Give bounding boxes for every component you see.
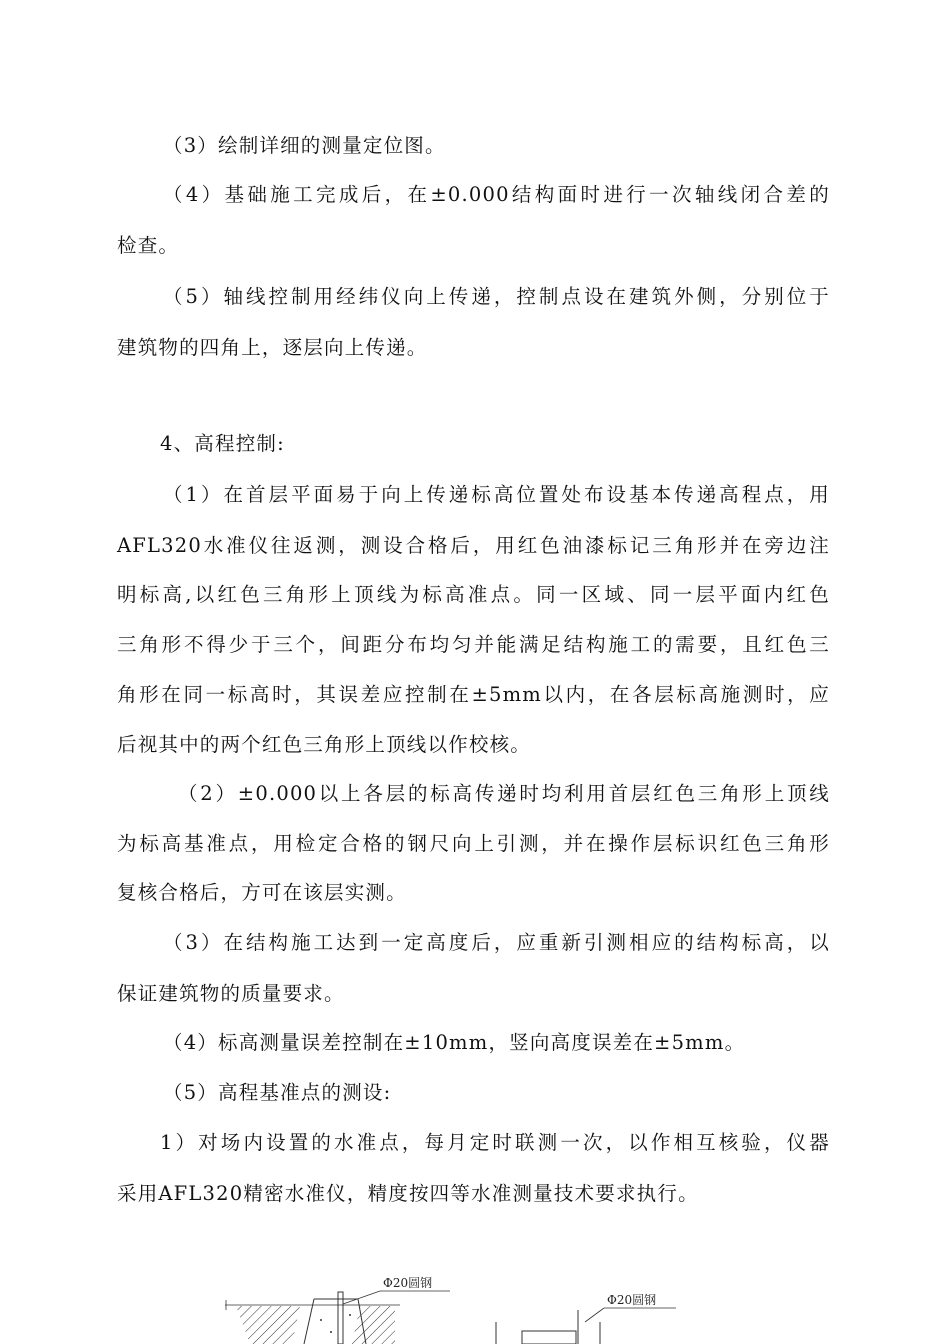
text-line: 明标高,以红色三角形上顶线为标高准点。同一区域、同一层平面内红色 <box>117 583 830 606</box>
aggregate-mark <box>330 1331 332 1333</box>
text-line: 三角形不得少于三个，间距分布均匀并能满足结构施工的需要，且红色三 <box>117 633 830 656</box>
text-line: 角形在同一标高时，其误差应控制在±5mm以内，在各层标高施测时，应 <box>117 683 830 706</box>
text-line: 建筑物的四角上，逐层向上传递。 <box>117 336 428 359</box>
soil-hatch-right <box>352 1306 395 1344</box>
text-line: （5）高程基准点的测设: <box>163 1081 392 1104</box>
rebar-label-left: Φ20圆钢 <box>383 1276 433 1290</box>
text-line: 后视其中的两个红色三角形上顶线以作校核。 <box>117 733 532 756</box>
text-line: 复核合格后，方可在该层实测。 <box>117 881 407 904</box>
rebar-label-right: Φ20圆钢 <box>607 1293 657 1307</box>
text-line: （5）轴线控制用经纬仪向上传递，控制点设在建筑外侧，分别位于 <box>163 285 830 308</box>
section-heading: 4、高程控制: <box>160 432 285 455</box>
rebar-rod <box>338 1292 343 1344</box>
text-line: （4）标高测量误差控制在±10mm，竖向高度误差在±5mm。 <box>163 1031 746 1054</box>
text-line: 采用AFL320精密水准仪，精度按四等水准测量技术要求执行。 <box>117 1182 699 1205</box>
text-line: （3）绘制详细的测量定位图。 <box>163 134 446 157</box>
text-line: （3）在结构施工达到一定高度后，应重新引测相应的结构标高，以 <box>163 931 830 954</box>
soil-hatch-left <box>236 1306 300 1344</box>
text-line: AFL320水准仪往返测，测设合格后，用红色油漆标记三角形并在旁边注 <box>117 534 830 557</box>
block-edge <box>304 1299 314 1344</box>
text-line: 保证建筑物的质量要求。 <box>117 982 345 1005</box>
text-line: 为标高基准点，用检定合格的钢尺向上引测，并在操作层标识红色三角形 <box>117 832 830 855</box>
label-leader <box>343 1291 380 1304</box>
aggregate-mark <box>320 1319 322 1321</box>
text-line: （4）基础施工完成后，在±0.000结构面时进行一次轴线闭合差的 <box>163 183 830 206</box>
aggregate-mark <box>349 1314 351 1316</box>
text-line: 1）对场内设置的水准点，每月定时联测一次，以作相互核验，仪器 <box>160 1131 830 1154</box>
text-line: （2）±0.000以上各层的标高传递时均利用首层红色三角形上顶线 <box>178 782 830 805</box>
text-line: 检查。 <box>117 234 180 257</box>
label-leader <box>585 1308 604 1322</box>
text-line: （1）在首层平面易于向上传递标高位置处布设基本传递高程点，用 <box>163 483 830 506</box>
rebar-head <box>522 1331 576 1344</box>
benchmark-detail-drawing <box>0 1270 950 1344</box>
